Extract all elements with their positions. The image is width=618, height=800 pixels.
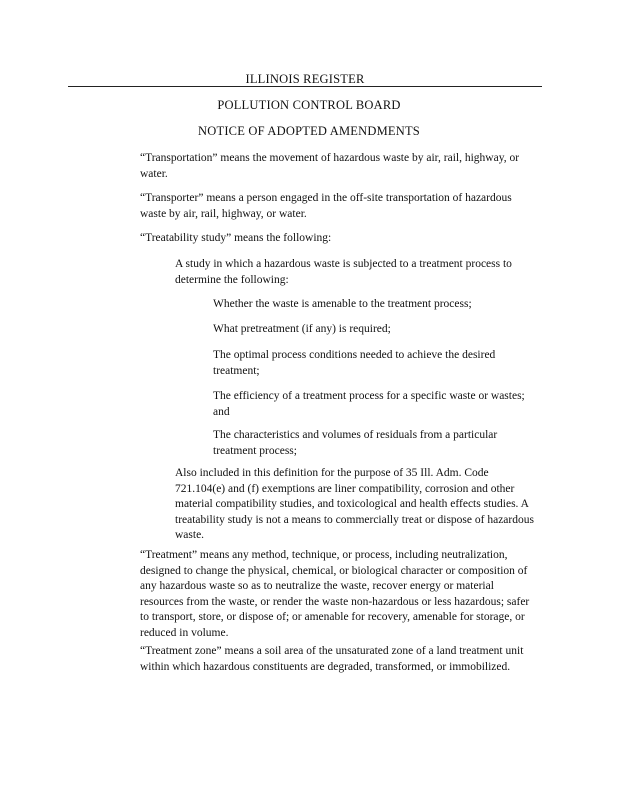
register-header — [68, 72, 542, 90]
notice-title: NOTICE OF ADOPTED AMENDMENTS — [198, 124, 420, 138]
register-title: ILLINOIS REGISTER — [245, 72, 365, 86]
treatability-item: Whether the waste is amenable to the treatment process; — [213, 298, 472, 310]
board-name: POLLUTION CONTROL BOARD — [217, 98, 401, 112]
treatability-item: The optimal process conditions needed to achieve the desired treatment; — [213, 349, 496, 377]
definition-treatment: “Treatment” means any method, technique, or process, including neutralization, designed to change the physical, chemical, or biological character or composition of any hazardous waste so as to neutralize the waste, recover energy or material resources from the waste, or render the waste non-hazardous or less hazardous; safer to transport, store, or dispose of; or amenable for recovery, amenable for storage, or reduced in volume. — [140, 549, 530, 639]
definition-treatability-intro: “Treatability study” means the following: — [140, 232, 332, 244]
treatability-subsection-b: Also included in this definition for the purpose of 35 Ill. Adm. Code 721.104(e) and (f) exemptions are liner compatibility, corrosion and other material compatibility studies, and toxicological and health effects studies. A treatability study is not a means to commercially treat or dispose of hazardous waste. — [175, 467, 534, 541]
treatability-item: The characteristics and volumes of residuals from a particular treatment process; — [213, 429, 498, 457]
treatability-item: What pretreatment (if any) is required; — [213, 323, 391, 335]
definition-transporter: “Transporter” means a person engaged in the off-site transportation of hazardous waste by air, rail, highway, or water. — [140, 192, 512, 220]
treatability-subsection-a: A study in which a hazardous waste is subjected to a treatment process to determine the following: — [175, 258, 512, 286]
definition-treatment-zone: “Treatment zone” means a soil area of the unsaturated zone of a land treatment unit within which hazardous constituents are degraded, transformed, or immobilized. — [140, 645, 524, 673]
definition-transportation: “Transportation” means the movement of hazardous waste by air, rail, highway, or water. — [140, 152, 520, 180]
treatability-item: The efficiency of a treatment process for a specific waste or wastes; and — [213, 390, 525, 418]
